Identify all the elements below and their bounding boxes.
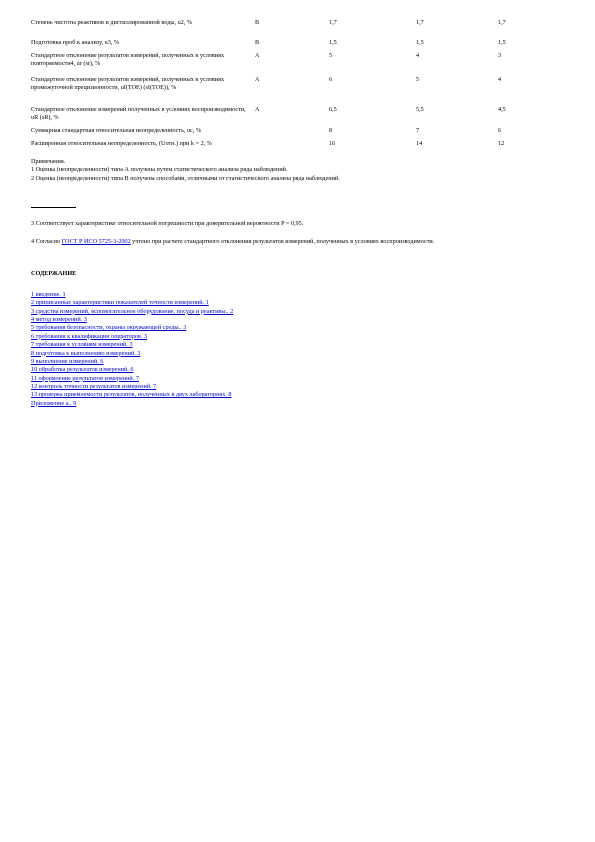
toc-heading: СОДЕРЖАНИЕ bbox=[31, 270, 77, 277]
table-row bbox=[31, 39, 551, 52]
row-label: Расширенная относительная неопределенность, (Uотн.) при k = 2, % bbox=[31, 140, 212, 147]
toc-link[interactable]: 12 контроль точности результатов измерений. 7 bbox=[31, 382, 157, 390]
row-label: Стандартное отклонение результатов измерений, полученных в условиях повторяемости4, ur (sr), % bbox=[31, 52, 225, 68]
row-value-3: 1,7 bbox=[498, 19, 506, 26]
row-value-1: 6,5 bbox=[329, 106, 337, 113]
row-value-3: 1,5 bbox=[498, 39, 506, 46]
uncertainty-table bbox=[31, 19, 551, 153]
notes-title: Примечания. bbox=[31, 158, 66, 165]
row-value-3: 3 bbox=[498, 52, 502, 59]
toc-link[interactable]: 8 подготовка к выполнению измерений. 3 bbox=[31, 349, 141, 357]
table-row bbox=[31, 52, 551, 76]
toc-link[interactable]: 13 проверка приемлемости результатов, полученных в двух лабораториях. 8 bbox=[31, 391, 232, 399]
table-of-contents bbox=[31, 291, 431, 408]
row-value-3: 4,5 bbox=[498, 106, 506, 113]
toc-link[interactable]: 9 выполнение измерений. 6 bbox=[31, 357, 104, 365]
row-type: A bbox=[255, 76, 260, 83]
toc-link[interactable]: 2 приписанные характеристики показателей точности измерений. 1 bbox=[31, 299, 209, 307]
row-value-3: 12 bbox=[498, 140, 505, 147]
toc-link[interactable]: Приложение а.. 9 bbox=[31, 399, 77, 407]
row-value-2: 1,5 bbox=[416, 39, 424, 46]
note-item: 1 Оценка (неопределенности) типа А получена путем статистического анализа ряда наблюдений. bbox=[31, 166, 288, 174]
note-item: 2 Оценка (неопределенности) типа В получена способами, отличными от статистического анализа ряда наблюдений. bbox=[31, 174, 340, 182]
gost-link[interactable]: ГОСТ Р ИСО 5725-3-2002 bbox=[61, 238, 131, 245]
toc-link[interactable]: 5 требования безопасности, охраны окружающей среды.. 3 bbox=[31, 324, 187, 332]
table-notes bbox=[31, 158, 551, 183]
table-row bbox=[31, 76, 551, 106]
row-value-2: 7 bbox=[416, 127, 420, 134]
row-value-1: 1,7 bbox=[329, 19, 337, 26]
row-label: Стандартное отклонение результатов измерений, полученных в условиях промежуточной прецизионности, uI(TOE) (sI(TOE)), % bbox=[31, 76, 225, 92]
footnote-3: 3 Соответствует характеристике относительной погрешности при доверительной вероятности P = 0,95. bbox=[31, 220, 304, 227]
row-type: B bbox=[255, 39, 260, 46]
toc-link[interactable]: 10 обработка результатов измерений. 6 bbox=[31, 366, 134, 374]
row-value-3: 4 bbox=[498, 76, 502, 83]
toc-link[interactable]: 1 введение. 1 bbox=[31, 291, 66, 298]
row-label: Суммарная стандартная относительная неопределенность, uc, % bbox=[31, 127, 202, 134]
toc-link[interactable]: 7 требования к условиям измерений. 3 bbox=[31, 341, 133, 349]
table-row bbox=[31, 106, 551, 127]
footnote-divider bbox=[31, 207, 76, 208]
footnote-4 bbox=[31, 238, 551, 246]
row-label: Стандартное отклонение измерений полученных в условиях воспроизводимости, uR (sR), % bbox=[31, 106, 246, 122]
row-value-1: 1,5 bbox=[329, 39, 337, 46]
row-label: Подготовка проб к анализу, u3, % bbox=[31, 39, 120, 46]
footnote-4-prefix: 4 Согласно bbox=[31, 238, 62, 245]
row-type: A bbox=[255, 52, 260, 59]
table-row bbox=[31, 127, 551, 140]
row-value-1: 8 bbox=[329, 127, 333, 134]
row-value-2: 1,7 bbox=[416, 19, 424, 26]
row-type: A bbox=[255, 106, 260, 113]
toc-link[interactable]: 3 средства измерений, вспомогательное оборудование, посуда и реактивы.. 2 bbox=[31, 307, 234, 315]
footnote-4-suffix: учтено при расчете стандартного отклонения результатов измерений, полученных в условиях воспроизводимости. bbox=[130, 238, 435, 245]
row-value-2: 14 bbox=[416, 140, 423, 147]
toc-link[interactable]: 11 оформление результатов измерений. 7 bbox=[31, 374, 139, 382]
row-type: B bbox=[255, 19, 260, 26]
row-value-2: 4 bbox=[416, 52, 420, 59]
row-value-2: 5 bbox=[416, 76, 420, 83]
toc-link[interactable]: 4 метод измерений. 3 bbox=[31, 316, 87, 324]
toc-link[interactable]: 6 требования к квалификации операторов. 3 bbox=[31, 332, 148, 340]
row-value-1: 16 bbox=[329, 140, 336, 147]
table-row bbox=[31, 19, 551, 39]
row-value-2: 5,5 bbox=[416, 106, 424, 113]
row-value-1: 6 bbox=[329, 76, 333, 83]
row-label: Степень чистоты реактивов и дистиллированной воды, u2, % bbox=[31, 19, 193, 26]
table-row bbox=[31, 140, 551, 153]
row-value-1: 5 bbox=[329, 52, 333, 59]
row-value-3: 6 bbox=[498, 127, 502, 134]
